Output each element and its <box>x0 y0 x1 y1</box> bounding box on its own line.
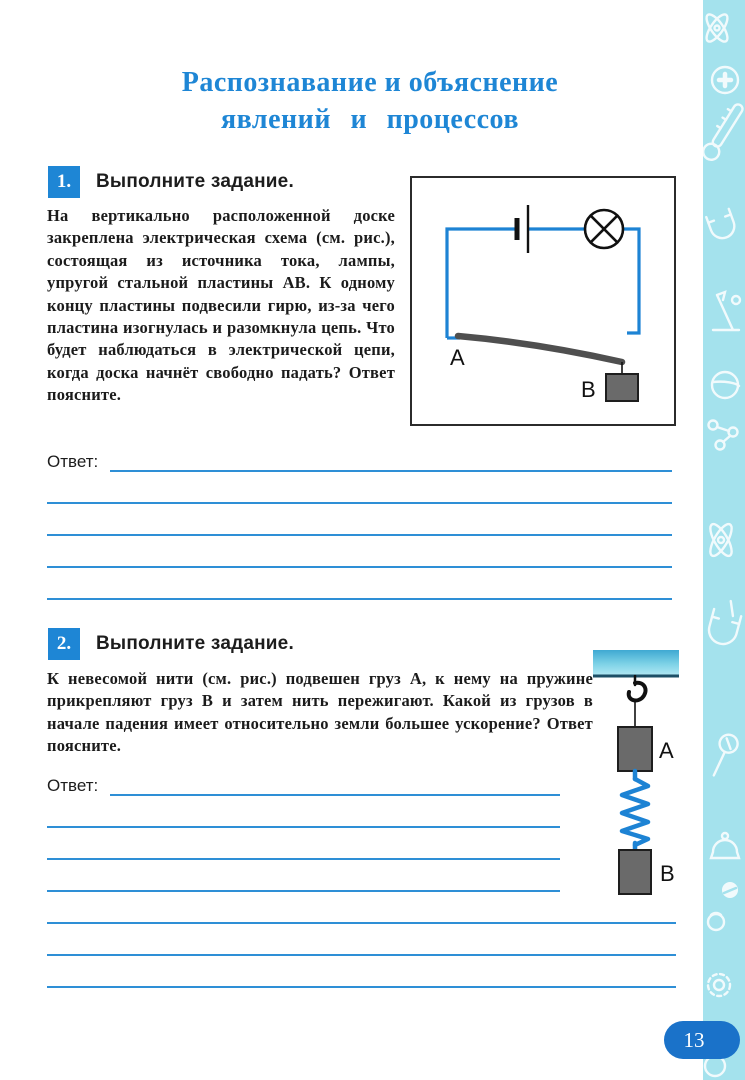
block-a <box>618 727 652 771</box>
weight-block <box>606 374 638 401</box>
answer-line <box>47 566 672 568</box>
page-title <box>40 64 700 138</box>
wrench-icon <box>706 732 741 779</box>
block-b-label: В <box>660 861 675 886</box>
task1-number-badge: 1. <box>48 166 80 198</box>
spring <box>622 771 648 850</box>
answer-line <box>47 534 672 536</box>
answer-line <box>47 986 676 988</box>
lamp-icon <box>585 210 623 248</box>
pendulum-icon <box>713 292 740 330</box>
task2-figure-spring <box>585 645 690 910</box>
magnet-arrow-icon <box>706 597 744 647</box>
answer-line <box>47 598 672 600</box>
steel-plate <box>458 336 622 362</box>
block-a-label: А <box>659 738 674 763</box>
page-number: 13 <box>683 1028 705 1052</box>
task2-body-text: К невесомой нити (см. рис.) подвешен груз А, к нему на пружине прикрепляют груз В и затем нить пережигают. Какой из грузов в начале падения имеет относительно земли большее ускорение? Ответ поясните. <box>47 669 593 756</box>
answer-line <box>110 470 672 472</box>
task1-body-text: На вертикально расположенной доске закреплена электрическая схема (см. рис.), состоящая из источника тока, лампы, упругой стальной пластины АВ. К одному концу пластины подвесили гирю, из-за чего пластина изогнулась и разомкнула цепь. Что будет наблюдаться в электрической цепи, когда доска начнёт свободно падать? Ответ поясните. <box>47 206 395 405</box>
task2-header-label: Выполните задание. <box>96 633 294 654</box>
task2-number-badge: 2. <box>48 628 80 660</box>
ceiling <box>593 650 679 676</box>
thermometer-icon <box>703 101 745 163</box>
answer-line <box>47 890 560 892</box>
answer-line <box>47 502 672 504</box>
answer-line <box>47 954 676 956</box>
page-title-line2: явлений и процессов <box>221 104 519 135</box>
plate-label-a: А <box>450 345 465 370</box>
task1-header-label: Выполните задание. <box>96 171 294 192</box>
puck-icon <box>722 882 738 898</box>
decorative-strip <box>703 0 745 1080</box>
molecule-icon <box>709 421 738 450</box>
circle-doodle-icon <box>705 1056 725 1076</box>
plus-icon <box>712 67 738 93</box>
gear-icon <box>708 974 730 996</box>
magnet-icon <box>706 209 737 242</box>
bell-icon <box>711 833 739 858</box>
task1-figure-circuit <box>410 176 676 426</box>
task1-answer-label: Ответ: <box>47 452 99 471</box>
page-number-badge <box>664 1021 740 1059</box>
battery-icon <box>517 205 528 253</box>
answer-line <box>47 922 676 924</box>
task1-header <box>48 166 294 198</box>
atom-icon <box>703 11 731 44</box>
planet-icon <box>712 372 739 398</box>
answer-line <box>47 858 560 860</box>
atom-icon <box>706 521 735 559</box>
weight-label-b: В <box>581 377 596 402</box>
task2-answer-label: Ответ: <box>47 776 99 795</box>
answer-line <box>47 826 560 828</box>
hook-icon <box>629 676 646 700</box>
page-title-line1: Распознавание и объяснение <box>181 67 559 98</box>
block-b <box>619 850 651 894</box>
task2-header <box>48 628 294 660</box>
kettlebell-icon <box>708 913 724 930</box>
answer-line <box>110 794 560 796</box>
